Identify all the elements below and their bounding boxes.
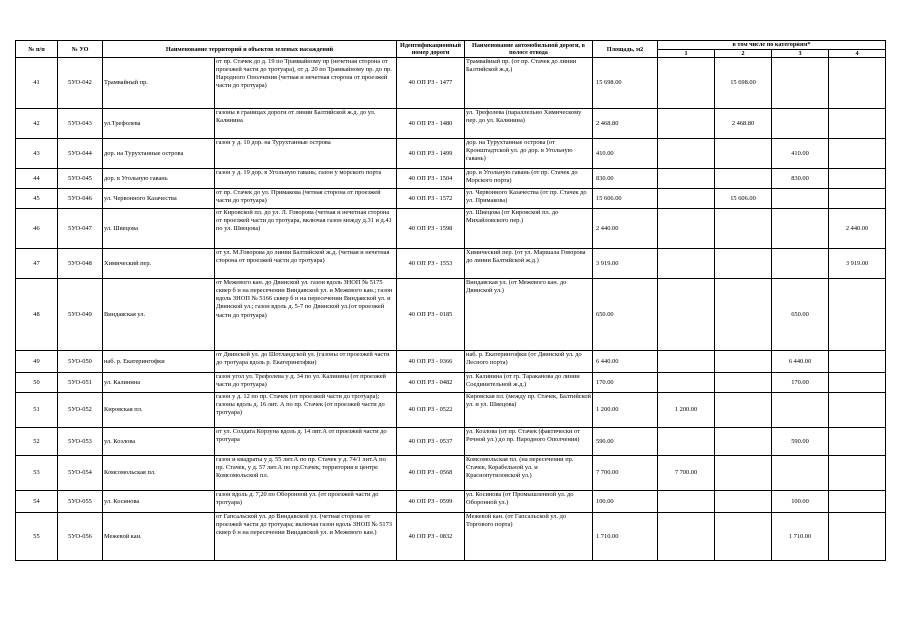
road-id: 40 ОП РЗ - 0537 [397, 428, 465, 456]
category-2-value: 2 468.80 [715, 109, 772, 139]
category-4-value: 2 440.00 [829, 209, 886, 249]
territory-description: газон угол ул. Трефолева у д. 34 по ул. Калинина (от проезжей части до тротуара) [215, 373, 397, 393]
category-3-value: 100.00 [772, 491, 829, 513]
road-id: 40 ОП РЗ - 0366 [397, 351, 465, 373]
road-name: ул. Калинина (от гр. Тараканова до линии Соединительной ж.д.) [465, 373, 593, 393]
header-cat-1: 1 [658, 50, 715, 58]
category-4-value [829, 351, 886, 373]
row-number: 49 [16, 351, 58, 373]
category-4-value: 3 919.00 [829, 249, 886, 279]
row-number: 43 [16, 139, 58, 169]
uo-code: 5УО-052 [58, 393, 103, 428]
road-id: 40 ОП РЗ - 0832 [397, 513, 465, 561]
uo-code: 5УО-048 [58, 249, 103, 279]
header-cat-4: 4 [829, 50, 886, 58]
territory-name: Комсомольская пл. [103, 456, 215, 491]
road-name: ул. Червонного Казачества (от пр. Стачек до ул. Примакова) [465, 189, 593, 209]
category-2-value [715, 428, 772, 456]
table-row [16, 491, 886, 513]
area-value: 650.00 [593, 279, 658, 351]
area-value: 100.00 [593, 491, 658, 513]
category-3-value [772, 58, 829, 109]
row-number: 48 [16, 279, 58, 351]
category-4-value [829, 491, 886, 513]
row-number: 47 [16, 249, 58, 279]
category-3-value: 830.00 [772, 169, 829, 189]
road-id: 40 ОП РЗ - 1499 [397, 139, 465, 169]
category-3-value [772, 209, 829, 249]
table-row [16, 58, 886, 109]
category-1-value [658, 373, 715, 393]
category-2-value: 15 698.00 [715, 58, 772, 109]
territory-description: газон вдоль д. 7,20 по Оборонной ул. (от проезжей части до тротуара) [215, 491, 397, 513]
table-row [16, 209, 886, 249]
territory-name: дор. на Турухтанные острова [103, 139, 215, 169]
category-4-value [829, 58, 886, 109]
category-2-value [715, 139, 772, 169]
road-id: 40 ОП РЗ - 0522 [397, 393, 465, 428]
category-4-value [829, 279, 886, 351]
area-value: 3 919.00 [593, 249, 658, 279]
area-value: 590.00 [593, 428, 658, 456]
territory-description: от пр. Стачек до ул. Примакова (четная сторона от проезжей части до тротуара) [215, 189, 397, 209]
row-number: 45 [16, 189, 58, 209]
road-id: 40 ОП РЗ - 0599 [397, 491, 465, 513]
row-number: 51 [16, 393, 58, 428]
green-zones-table [15, 40, 886, 561]
row-number: 52 [16, 428, 58, 456]
category-1-value: 1 200.00 [658, 393, 715, 428]
territory-description: газон у д. 10 дор. на Турухтанные острова [215, 139, 397, 169]
territory-description: от ул. Солдата Корзуна вдоль д. 14 лит.А от проезжей части до тротуара [215, 428, 397, 456]
category-1-value [658, 58, 715, 109]
category-1-value [658, 169, 715, 189]
road-id: 40 ОП РЗ - 0185 [397, 279, 465, 351]
category-4-value [829, 109, 886, 139]
area-value: 410.00 [593, 139, 658, 169]
category-4-value [829, 169, 886, 189]
category-1-value [658, 109, 715, 139]
uo-code: 5УО-056 [58, 513, 103, 561]
category-2-value [715, 249, 772, 279]
category-1-value: 7 700.00 [658, 456, 715, 491]
road-id: 40 ОП РЗ - 1572 [397, 189, 465, 209]
territory-name: Межевой кан. [103, 513, 215, 561]
territory-description: от Гапсальской ул. до Виндавской ул. (четная сторона от проезжей части до тротуара; включая газон вдоль ЗНОП № 5173 сквер б н на пересечении Виндавской ул. и Межевого кан.) [215, 513, 397, 561]
area-value: 830.00 [593, 169, 658, 189]
territory-name: ул. Швецова [103, 209, 215, 249]
category-3-value: 650.00 [772, 279, 829, 351]
road-name: Виндавская ул. (от Межевого кан. до Двинской ул.) [465, 279, 593, 351]
area-value: 2 440.00 [593, 209, 658, 249]
category-3-value [772, 456, 829, 491]
territory-description: газоны в границах дороги от линии Балтийской ж.д. до ул. Калинина [215, 109, 397, 139]
row-number: 53 [16, 456, 58, 491]
category-3-value: 410.00 [772, 139, 829, 169]
territory-name: дор. в Угольную гавань [103, 169, 215, 189]
table-body [16, 58, 886, 561]
category-2-value: 15 606.00 [715, 189, 772, 209]
territory-description: газон и квадраты у д. 55 лит.А по пр. Стачек у д. 74/1 лит.А по пр. Стачек, у д. 57 лит.А по пр.Стачек; территория в центре Комсомольской пл. [215, 456, 397, 491]
category-2-value [715, 209, 772, 249]
road-id: 40 ОП РЗ - 1480 [397, 109, 465, 139]
category-2-value [715, 456, 772, 491]
category-4-value [829, 139, 886, 169]
uo-code: 5УО-049 [58, 279, 103, 351]
row-number: 55 [16, 513, 58, 561]
category-2-value [715, 491, 772, 513]
table-row [16, 456, 886, 491]
uo-code: 5УО-045 [58, 169, 103, 189]
category-2-value [715, 351, 772, 373]
header-categories: в том числе по категориям* [658, 41, 886, 50]
territory-description: от Межевого кан. до Двинской ул. газон вдоль ЗНОП № 5175 сквер б н на пересечении Виндавской ул. и Межевого кан.; газон вдоль ЗНОП № 5166 сквер б н на пересечении Виндавской ул. и Двинской ул.; газон вдоль д. 5-7 по Двинской ул.(от проезжей части до тротуара) [215, 279, 397, 351]
territory-description: газон у д. 12 по пр. Стачек (от проезжей части до тротуара); газоны вдоль д. 16 лит. А по пр. Стачек (от проезжей части до тротуара) [215, 393, 397, 428]
header-road: Наименование автомобильной дороги, в полосе отвода [465, 41, 593, 58]
uo-code: 5УО-055 [58, 491, 103, 513]
territory-description: от Кировской пл. до ул. Л. Говорова (четная и нечетная сторона от проезжей части до тротуара, включая газон между д.31 и д.41 по ул. Швецова) [215, 209, 397, 249]
territory-name: ул. Косинова [103, 491, 215, 513]
category-3-value: 1 710.00 [772, 513, 829, 561]
header-area: Площадь, м2 [593, 41, 658, 58]
road-name: ул. Швецова (от Кировской пл. до Михайловского пер.) [465, 209, 593, 249]
area-value: 6 440.00 [593, 351, 658, 373]
header-ident: Идентификационный номер дороги [397, 41, 465, 58]
table-row [16, 393, 886, 428]
road-name: ул. Трефолева (параллельно Химическому пер. до ул. Калинина) [465, 109, 593, 139]
category-4-value [829, 513, 886, 561]
category-2-value [715, 393, 772, 428]
table-row [16, 139, 886, 169]
territory-name: Трамвайный пр. [103, 58, 215, 109]
uo-code: 5УО-051 [58, 373, 103, 393]
header-name: Наименование территорий и объектов зеленых насаждений [103, 41, 397, 58]
uo-code: 5УО-046 [58, 189, 103, 209]
row-number: 46 [16, 209, 58, 249]
area-value: 1 710.00 [593, 513, 658, 561]
category-2-value [715, 513, 772, 561]
area-value: 15 698.00 [593, 58, 658, 109]
road-id: 40 ОП РЗ - 1504 [397, 169, 465, 189]
category-2-value [715, 279, 772, 351]
category-4-value [829, 428, 886, 456]
road-name: дор. в Угольную гавань (от пр. Стачек до Морского порта) [465, 169, 593, 189]
territory-name: Виндавская ул. [103, 279, 215, 351]
table-row [16, 109, 886, 139]
area-value: 1 200.00 [593, 393, 658, 428]
row-number: 41 [16, 58, 58, 109]
header-num: № п/п [16, 41, 58, 58]
category-3-value: 170.00 [772, 373, 829, 393]
category-4-value [829, 189, 886, 209]
territory-name: Химический пер. [103, 249, 215, 279]
road-name: Комсомольская пл. (на пересечении пр. Стачек, Корабельной ул. и Краснопутиловской ул.) [465, 456, 593, 491]
road-name: Трамвайный пр. (от пр. Стачек до линии Балтийской ж.д.) [465, 58, 593, 109]
territory-description: газон у д. 19 дор. в Угольную гавань; газон у морского порта [215, 169, 397, 189]
row-number: 42 [16, 109, 58, 139]
territory-description: от ул. М.Говорова до линии Балтийской ж.д. (четная и нечетная сторона от проезжей части до тротуара) [215, 249, 397, 279]
category-4-value [829, 456, 886, 491]
area-value: 170.00 [593, 373, 658, 393]
table-row [16, 279, 886, 351]
header-uo: № УО [58, 41, 103, 58]
table-row [16, 351, 886, 373]
table-row [16, 249, 886, 279]
uo-code: 5УО-044 [58, 139, 103, 169]
road-id: 40 ОП РЗ - 1553 [397, 249, 465, 279]
category-1-value [658, 249, 715, 279]
header-cat-3: 3 [772, 50, 829, 58]
uo-code: 5УО-043 [58, 109, 103, 139]
road-name: ул. Козлова (от пр. Стачек (фактически от Речной ул.) до пр. Народного Ополчения) [465, 428, 593, 456]
territory-name: ул. Козлова [103, 428, 215, 456]
category-1-value [658, 209, 715, 249]
category-3-value [772, 189, 829, 209]
category-2-value [715, 169, 772, 189]
table-row [16, 373, 886, 393]
category-4-value [829, 373, 886, 393]
table-row [16, 189, 886, 209]
category-3-value [772, 393, 829, 428]
category-1-value [658, 428, 715, 456]
road-name: Кировская пл. (между пр. Стачек, Балтийской ул. и ул. Швецова) [465, 393, 593, 428]
row-number: 50 [16, 373, 58, 393]
category-1-value [658, 139, 715, 169]
category-1-value [658, 513, 715, 561]
category-1-value [658, 279, 715, 351]
road-name: Химический пер. (от ул. Маршала Говорова до линии Балтийской ж.д.) [465, 249, 593, 279]
uo-code: 5УО-047 [58, 209, 103, 249]
category-2-value [715, 373, 772, 393]
area-value: 2 468.80 [593, 109, 658, 139]
category-1-value [658, 491, 715, 513]
category-3-value [772, 249, 829, 279]
uo-code: 5УО-050 [58, 351, 103, 373]
road-name: наб. р. Екатерингофки (от Двинской ул. до Лесного порта) [465, 351, 593, 373]
road-id: 40 ОП РЗ - 1477 [397, 58, 465, 109]
territory-name: ул. Червонного Казачества [103, 189, 215, 209]
area-value: 15 606.00 [593, 189, 658, 209]
category-3-value [772, 109, 829, 139]
area-value: 7 700.00 [593, 456, 658, 491]
road-name: ул. Косинова (от Промышленной ул. до Оборонной ул.) [465, 491, 593, 513]
territory-description: от Двинской ул. до Шотландской ул. (газоны от проезжей части до тротуара вдоль р. Екатерингофки) [215, 351, 397, 373]
territory-name: ул. Калинина [103, 373, 215, 393]
uo-code: 5УО-053 [58, 428, 103, 456]
territory-description: от пр. Стачек до д. 19 по Трамвайному пр (нечетная сторона от проезжей части до тротуара), от д. 20 по Трамвайному пр. до пр. Народного Ополчения (четная и нечетная сторона от проезжей части до тротуара) [215, 58, 397, 109]
row-number: 44 [16, 169, 58, 189]
uo-code: 5УО-054 [58, 456, 103, 491]
table-row [16, 428, 886, 456]
category-3-value: 590.00 [772, 428, 829, 456]
table-row [16, 513, 886, 561]
header-cat-2: 2 [715, 50, 772, 58]
category-4-value [829, 393, 886, 428]
table-row [16, 169, 886, 189]
road-id: 40 ОП РЗ - 0568 [397, 456, 465, 491]
road-id: 40 ОП РЗ - 1598 [397, 209, 465, 249]
road-name: дор. на Турухтанные острова (от Кронштадтской ул. до дор. в Угольную гавань) [465, 139, 593, 169]
road-name: Межевой кан. (от Гапсальской ул. до Торгового порта) [465, 513, 593, 561]
category-1-value [658, 189, 715, 209]
road-id: 40 ОП РЗ - 0482 [397, 373, 465, 393]
category-3-value: 6 440.00 [772, 351, 829, 373]
row-number: 54 [16, 491, 58, 513]
uo-code: 5УО-042 [58, 58, 103, 109]
territory-name: наб. р. Екатерингофки [103, 351, 215, 373]
territory-name: ул.Трефолева [103, 109, 215, 139]
category-1-value [658, 351, 715, 373]
territory-name: Кировская пл. [103, 393, 215, 428]
